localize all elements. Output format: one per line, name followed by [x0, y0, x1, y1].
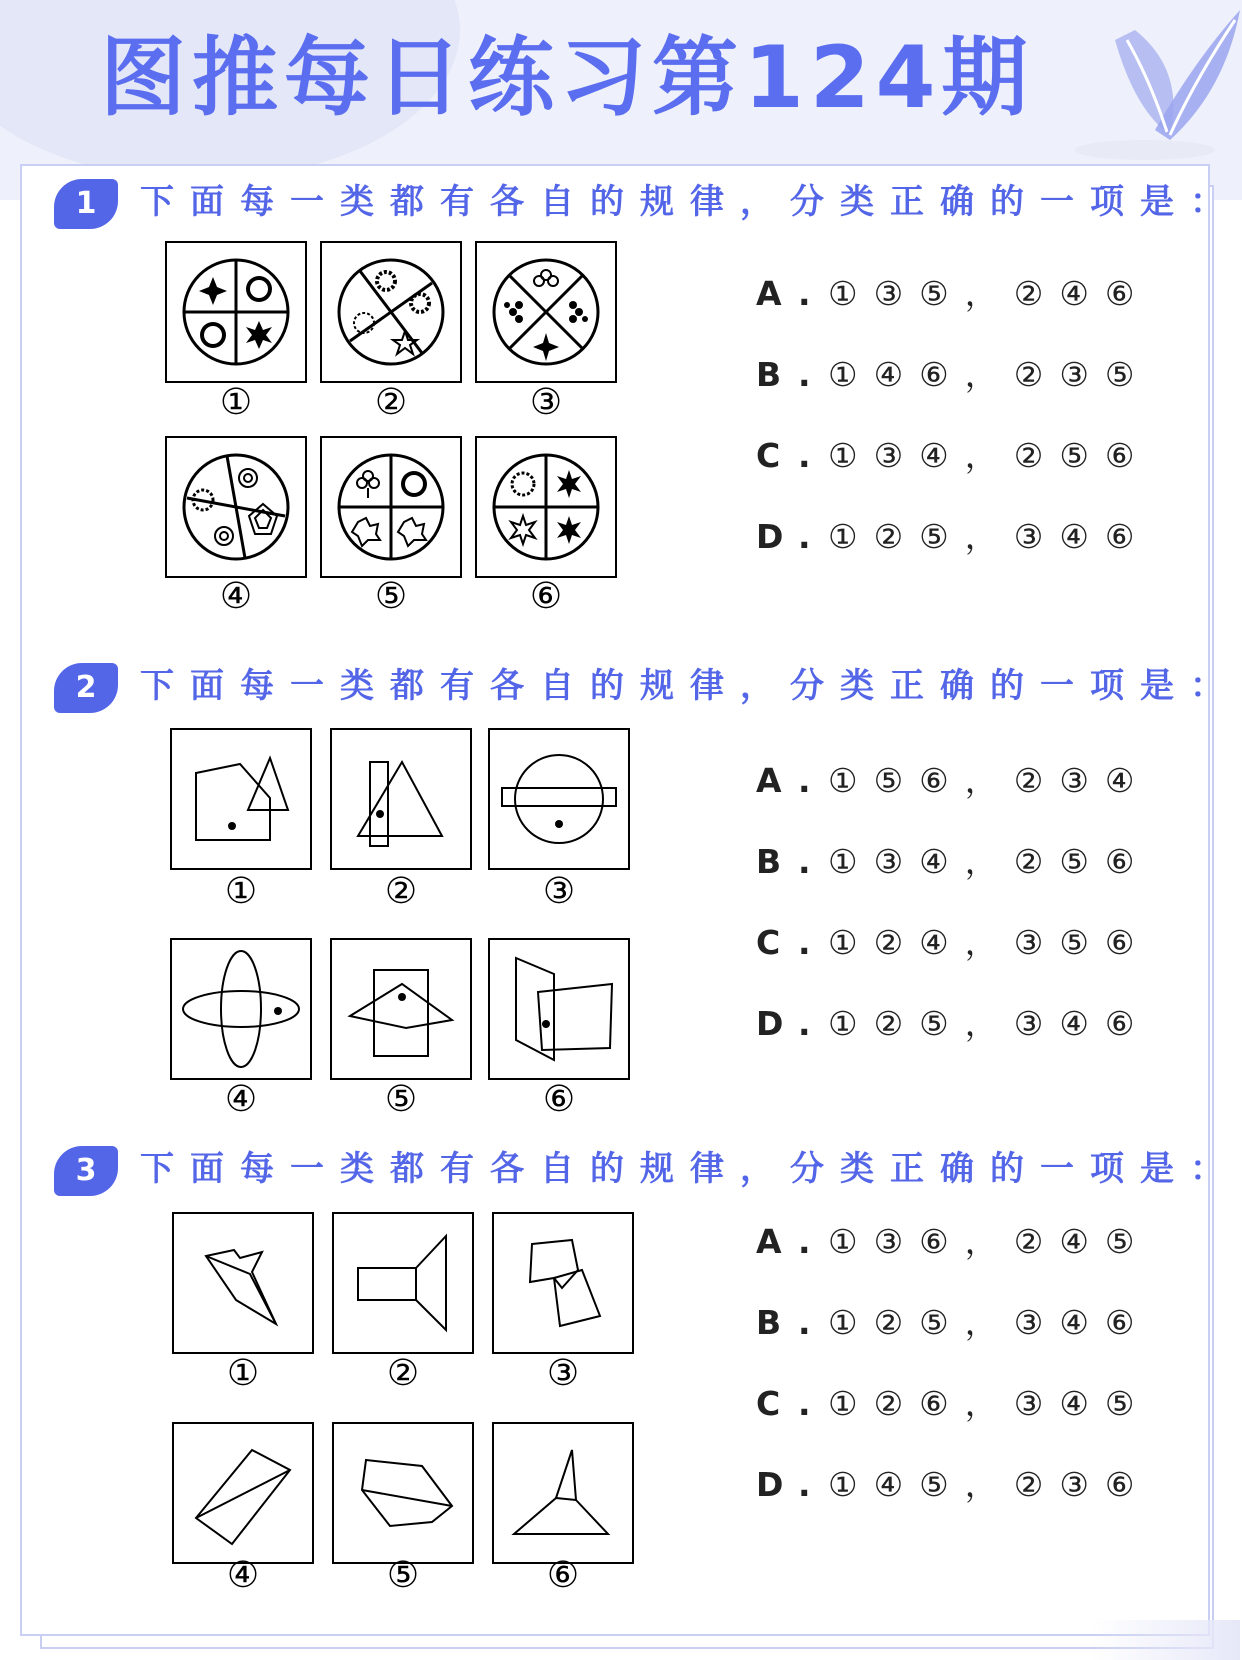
question-number-badge: 1	[54, 179, 118, 229]
figure-1-5	[320, 436, 462, 578]
option-d[interactable]: D . ①②⑤，③④⑥	[756, 1004, 1151, 1043]
figure-3-1	[172, 1212, 314, 1354]
figure-3-5	[332, 1422, 474, 1564]
figure-3-6	[492, 1422, 634, 1564]
figure-label: ②	[386, 1353, 420, 1394]
figure-label: ⑥	[529, 576, 563, 617]
figure-2-3	[488, 728, 630, 870]
figure-label: ②	[384, 871, 418, 912]
figure-3-2	[332, 1212, 474, 1354]
figure-label: ③	[529, 382, 563, 423]
figure-label: ④	[224, 1079, 258, 1120]
figure-2-2	[330, 728, 472, 870]
figure-label: ②	[374, 382, 408, 423]
question-number-badge: 3	[54, 1146, 118, 1196]
question-prompt: 下面每一类都有各自的规律，分类正确的一项是：	[140, 182, 1240, 222]
question-prompt: 下面每一类都有各自的规律，分类正确的一项是：	[140, 1149, 1240, 1189]
figure-2-4	[170, 938, 312, 1080]
option-a[interactable]: A . ①⑤⑥，②③④	[756, 761, 1151, 800]
figure-label: ④	[219, 576, 253, 617]
option-d[interactable]: D . ①②⑤，③④⑥	[756, 517, 1151, 556]
figure-2-6	[488, 938, 630, 1080]
figure-1-2	[320, 241, 462, 383]
figure-3-4	[172, 1422, 314, 1564]
figure-1-6	[475, 436, 617, 578]
figure-label: ⑤	[384, 1079, 418, 1120]
page-title: 图推每日练习第124期	[100, 28, 1034, 128]
figure-1-1	[165, 241, 307, 383]
figure-label: ⑥	[546, 1555, 580, 1596]
figure-label: ③	[542, 871, 576, 912]
option-b[interactable]: B . ①③④，②⑤⑥	[756, 842, 1151, 881]
question-prompt: 下面每一类都有各自的规律，分类正确的一项是：	[140, 666, 1240, 706]
option-c[interactable]: C . ①②⑥，③④⑤	[756, 1384, 1151, 1423]
figure-label: ①	[224, 871, 258, 912]
figure-label: ③	[546, 1353, 580, 1394]
figure-label: ①	[226, 1353, 260, 1394]
option-a[interactable]: A . ①③⑤，②④⑥	[756, 274, 1151, 313]
figure-2-1	[170, 728, 312, 870]
figure-label: ⑤	[374, 576, 408, 617]
corner-decoration	[1090, 1620, 1240, 1660]
question-number-badge: 2	[54, 663, 118, 713]
figure-label: ⑥	[542, 1079, 576, 1120]
option-c[interactable]: C . ①②④，③⑤⑥	[756, 923, 1151, 962]
figure-3-3	[492, 1212, 634, 1354]
figure-1-4	[165, 436, 307, 578]
option-c[interactable]: C . ①③④，②⑤⑥	[756, 436, 1151, 475]
option-b[interactable]: B . ①④⑥，②③⑤	[756, 355, 1151, 394]
figure-label: ⑤	[386, 1555, 420, 1596]
figure-1-3	[475, 241, 617, 383]
option-b[interactable]: B . ①②⑤，③④⑥	[756, 1303, 1151, 1342]
option-d[interactable]: D . ①④⑤，②③⑥	[756, 1465, 1151, 1504]
figure-label: ④	[226, 1555, 260, 1596]
option-a[interactable]: A . ①③⑥，②④⑤	[756, 1222, 1151, 1261]
question-card	[20, 164, 1240, 1636]
figure-label: ①	[219, 382, 253, 423]
figure-2-5	[330, 938, 472, 1080]
leaf-icon	[1075, 0, 1242, 160]
